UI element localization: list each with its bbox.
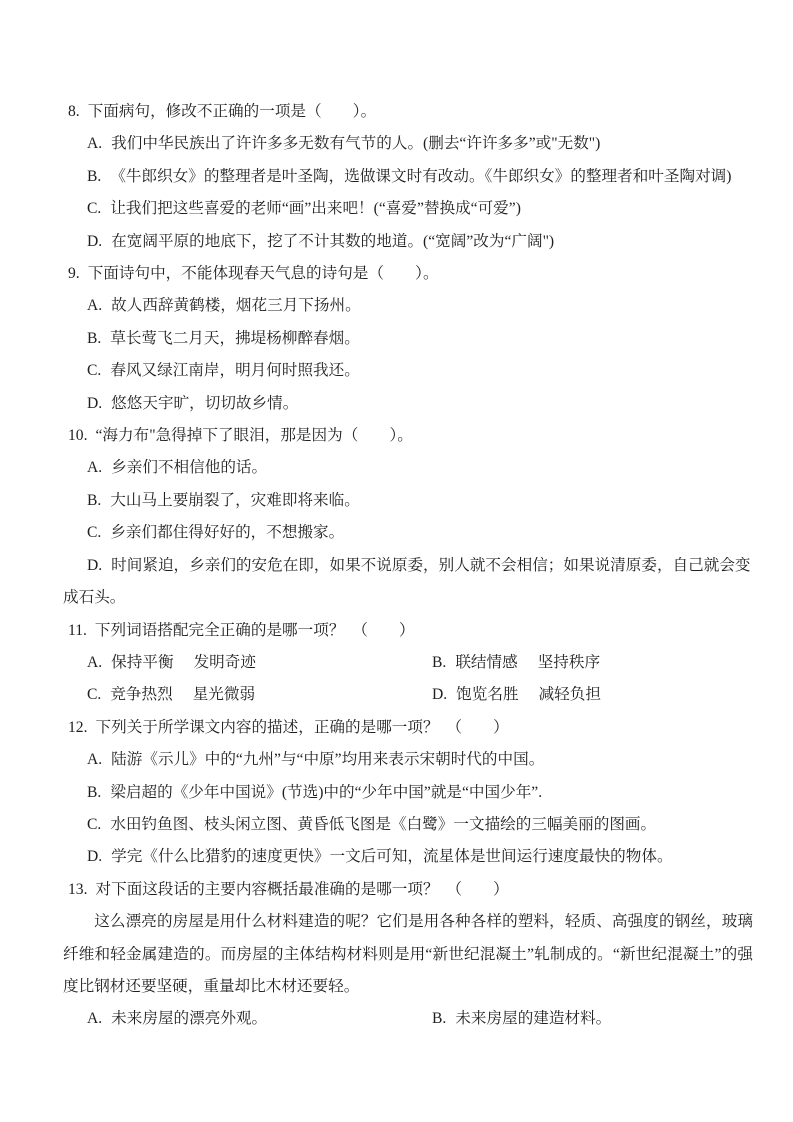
question-12-option-c [63, 809, 753, 841]
question-9-option-c [63, 355, 753, 387]
option-label: A. [87, 459, 103, 477]
option-text: 让我们把这些喜爱的老师“画”出来吧！(“喜爱”替换成“可爱”) [110, 200, 521, 218]
question-8-option-d [63, 226, 753, 258]
option-text: 学完《什么比猎豹的速度更快》一文后可知，流星体是世间运行速度最快的物体。 [111, 848, 673, 866]
question-11-option-c [63, 679, 408, 711]
question-11-stem [63, 615, 753, 647]
option-word: 竞争热烈 [110, 686, 173, 704]
option-label: C. [87, 815, 102, 833]
question-10 [63, 420, 753, 614]
option-label: A. [87, 1010, 103, 1028]
option-text: 乡亲们不相信他的话。 [111, 459, 268, 477]
question-11-option-b [408, 647, 753, 679]
question-13-option-b [408, 1003, 753, 1035]
option-label: A. [87, 135, 103, 153]
question-number: 10. [68, 427, 88, 445]
question-8-option-a [63, 128, 753, 160]
question-8-option-b [63, 161, 753, 193]
option-label: B. [432, 653, 447, 671]
option-text: 时间紧迫，乡亲们的安危在即，如果不说原委，别人就不会相信；如果说清原委，自己就会变成石头。 [63, 556, 751, 607]
option-text: 陆游《示儿》中的“九州”与“中原”均用来表示宋朝时代的中国。 [111, 751, 545, 769]
question-11-options-row-2 [63, 679, 753, 711]
option-label: B. [87, 491, 102, 509]
option-text: 悠悠天宇旷，切切故乡情。 [111, 394, 299, 412]
question-9-option-a [63, 290, 753, 322]
option-label: B. [87, 329, 102, 347]
option-word: 坚持秩序 [537, 653, 601, 671]
option-label: B. [87, 783, 102, 801]
option-label: D. [87, 848, 103, 866]
option-label: D. [87, 556, 103, 574]
question-11-option-a [63, 647, 408, 679]
question-10-option-d [63, 550, 753, 615]
option-text: 乡亲们都住得好好的，不想搬家。 [110, 524, 345, 542]
option-label: B. [87, 167, 102, 185]
option-text: 未来房屋的漂亮外观。 [111, 1010, 268, 1028]
option-word: 联结情感 [455, 653, 518, 671]
option-label: A. [87, 297, 103, 315]
question-12-option-b [63, 777, 753, 809]
option-word: 星光微弱 [192, 686, 256, 704]
option-label: C. [87, 362, 102, 380]
option-text: 春风又绿江南岸，明月何时照我还。 [110, 362, 360, 380]
option-text: 我们中华民族出了许许多多无数有气节的人。(删去“许许多多”或"无数") [111, 135, 601, 153]
option-label: C. [87, 686, 102, 704]
option-label: A. [87, 653, 103, 671]
option-text: 《牛郎织女》的整理者是叶圣陶，选做课文时有改动。《牛郎织女》的整理者和叶圣陶对调) [110, 167, 732, 185]
question-13-passage: 这么漂亮的房屋是用什么材料建造的呢？它们是用各种各样的塑料，轻质、高强度的钢丝，玻璃纤维和轻金属建造的。而房屋的主体结构材料则是用“新世纪混凝土”轧制成的。“新世纪混凝土”的强度比钢材还要坚硬，重量却比木材还要轻。 [63, 913, 753, 995]
question-12-option-a [63, 744, 753, 776]
question-13 [63, 874, 753, 1036]
option-label: A. [87, 751, 103, 769]
option-word: 保持平衡 [111, 653, 174, 671]
question-number: 9. [68, 265, 80, 283]
question-stem-text: 下列关于所学课文内容的描述，正确的是哪一项？ （ ） [95, 718, 509, 736]
question-13-options-row [63, 1003, 753, 1035]
option-label: B. [432, 1010, 447, 1028]
question-10-option-c [63, 517, 753, 549]
option-label: D. [87, 232, 103, 250]
question-stem-text: 对下面这段话的主要内容概括最准确的是哪一项？ （ ） [95, 880, 509, 898]
question-12-stem [63, 712, 753, 744]
question-8-option-c [63, 193, 753, 225]
option-text: 在宽阔平原的地底下，挖了不计其数的地道。(“宽阔”改为“广阔") [111, 232, 555, 250]
option-text: 故人西辞黄鹤楼，烟花三月下扬州。 [111, 297, 361, 315]
option-label: D. [87, 394, 103, 412]
question-8 [63, 96, 753, 258]
question-10-option-a [63, 452, 753, 484]
question-11 [63, 615, 753, 712]
question-13-stem [63, 874, 753, 906]
question-12 [63, 712, 753, 874]
question-9 [63, 258, 753, 420]
option-text: 未来房屋的建造材料。 [455, 1010, 612, 1028]
option-label: C. [87, 524, 102, 542]
option-text: 水田钓鱼图、枝头闲立图、黄昏低飞图是《白鹭》一文描绘的三幅美丽的图画。 [110, 815, 657, 833]
question-9-option-d [63, 388, 753, 420]
option-text: 大山马上要崩裂了，灾难即将来临。 [110, 491, 360, 509]
question-13-option-a [63, 1003, 408, 1035]
option-label: D. [432, 686, 448, 704]
question-9-stem [63, 258, 753, 290]
question-stem-text: “海力布"急得掉下了眼泪，那是因为（ ）。 [95, 427, 413, 445]
question-number: 12. [68, 718, 88, 736]
question-number: 13. [68, 880, 88, 898]
question-12-option-d [63, 841, 753, 873]
question-stem-text: 下列词语搭配完全正确的是哪一项？ （ ） [94, 621, 415, 639]
option-text: 草长莺飞二月天，拂堤杨柳醉春烟。 [110, 329, 360, 347]
question-number: 11. [68, 621, 87, 639]
question-10-option-b [63, 485, 753, 517]
option-word: 饱览名胜 [456, 686, 519, 704]
question-10-stem [63, 420, 753, 452]
question-11-option-d [408, 679, 753, 711]
question-stem-text: 下面病句，修改不正确的一项是（ ）。 [87, 103, 377, 120]
question-number: 8. [68, 103, 80, 120]
option-word: 减轻负担 [538, 686, 601, 704]
question-8-stem [63, 96, 753, 128]
option-label: C. [87, 200, 102, 218]
question-9-option-b [63, 323, 753, 355]
option-word: 发明奇迹 [193, 653, 256, 671]
question-11-options-row-1 [63, 647, 753, 679]
option-text: 梁启超的《少年中国说》(节选)中的“少年中国”就是“中国少年”. [110, 783, 543, 801]
question-stem-text: 下面诗句中，不能体现春天气息的诗句是（ ）。 [87, 265, 439, 283]
